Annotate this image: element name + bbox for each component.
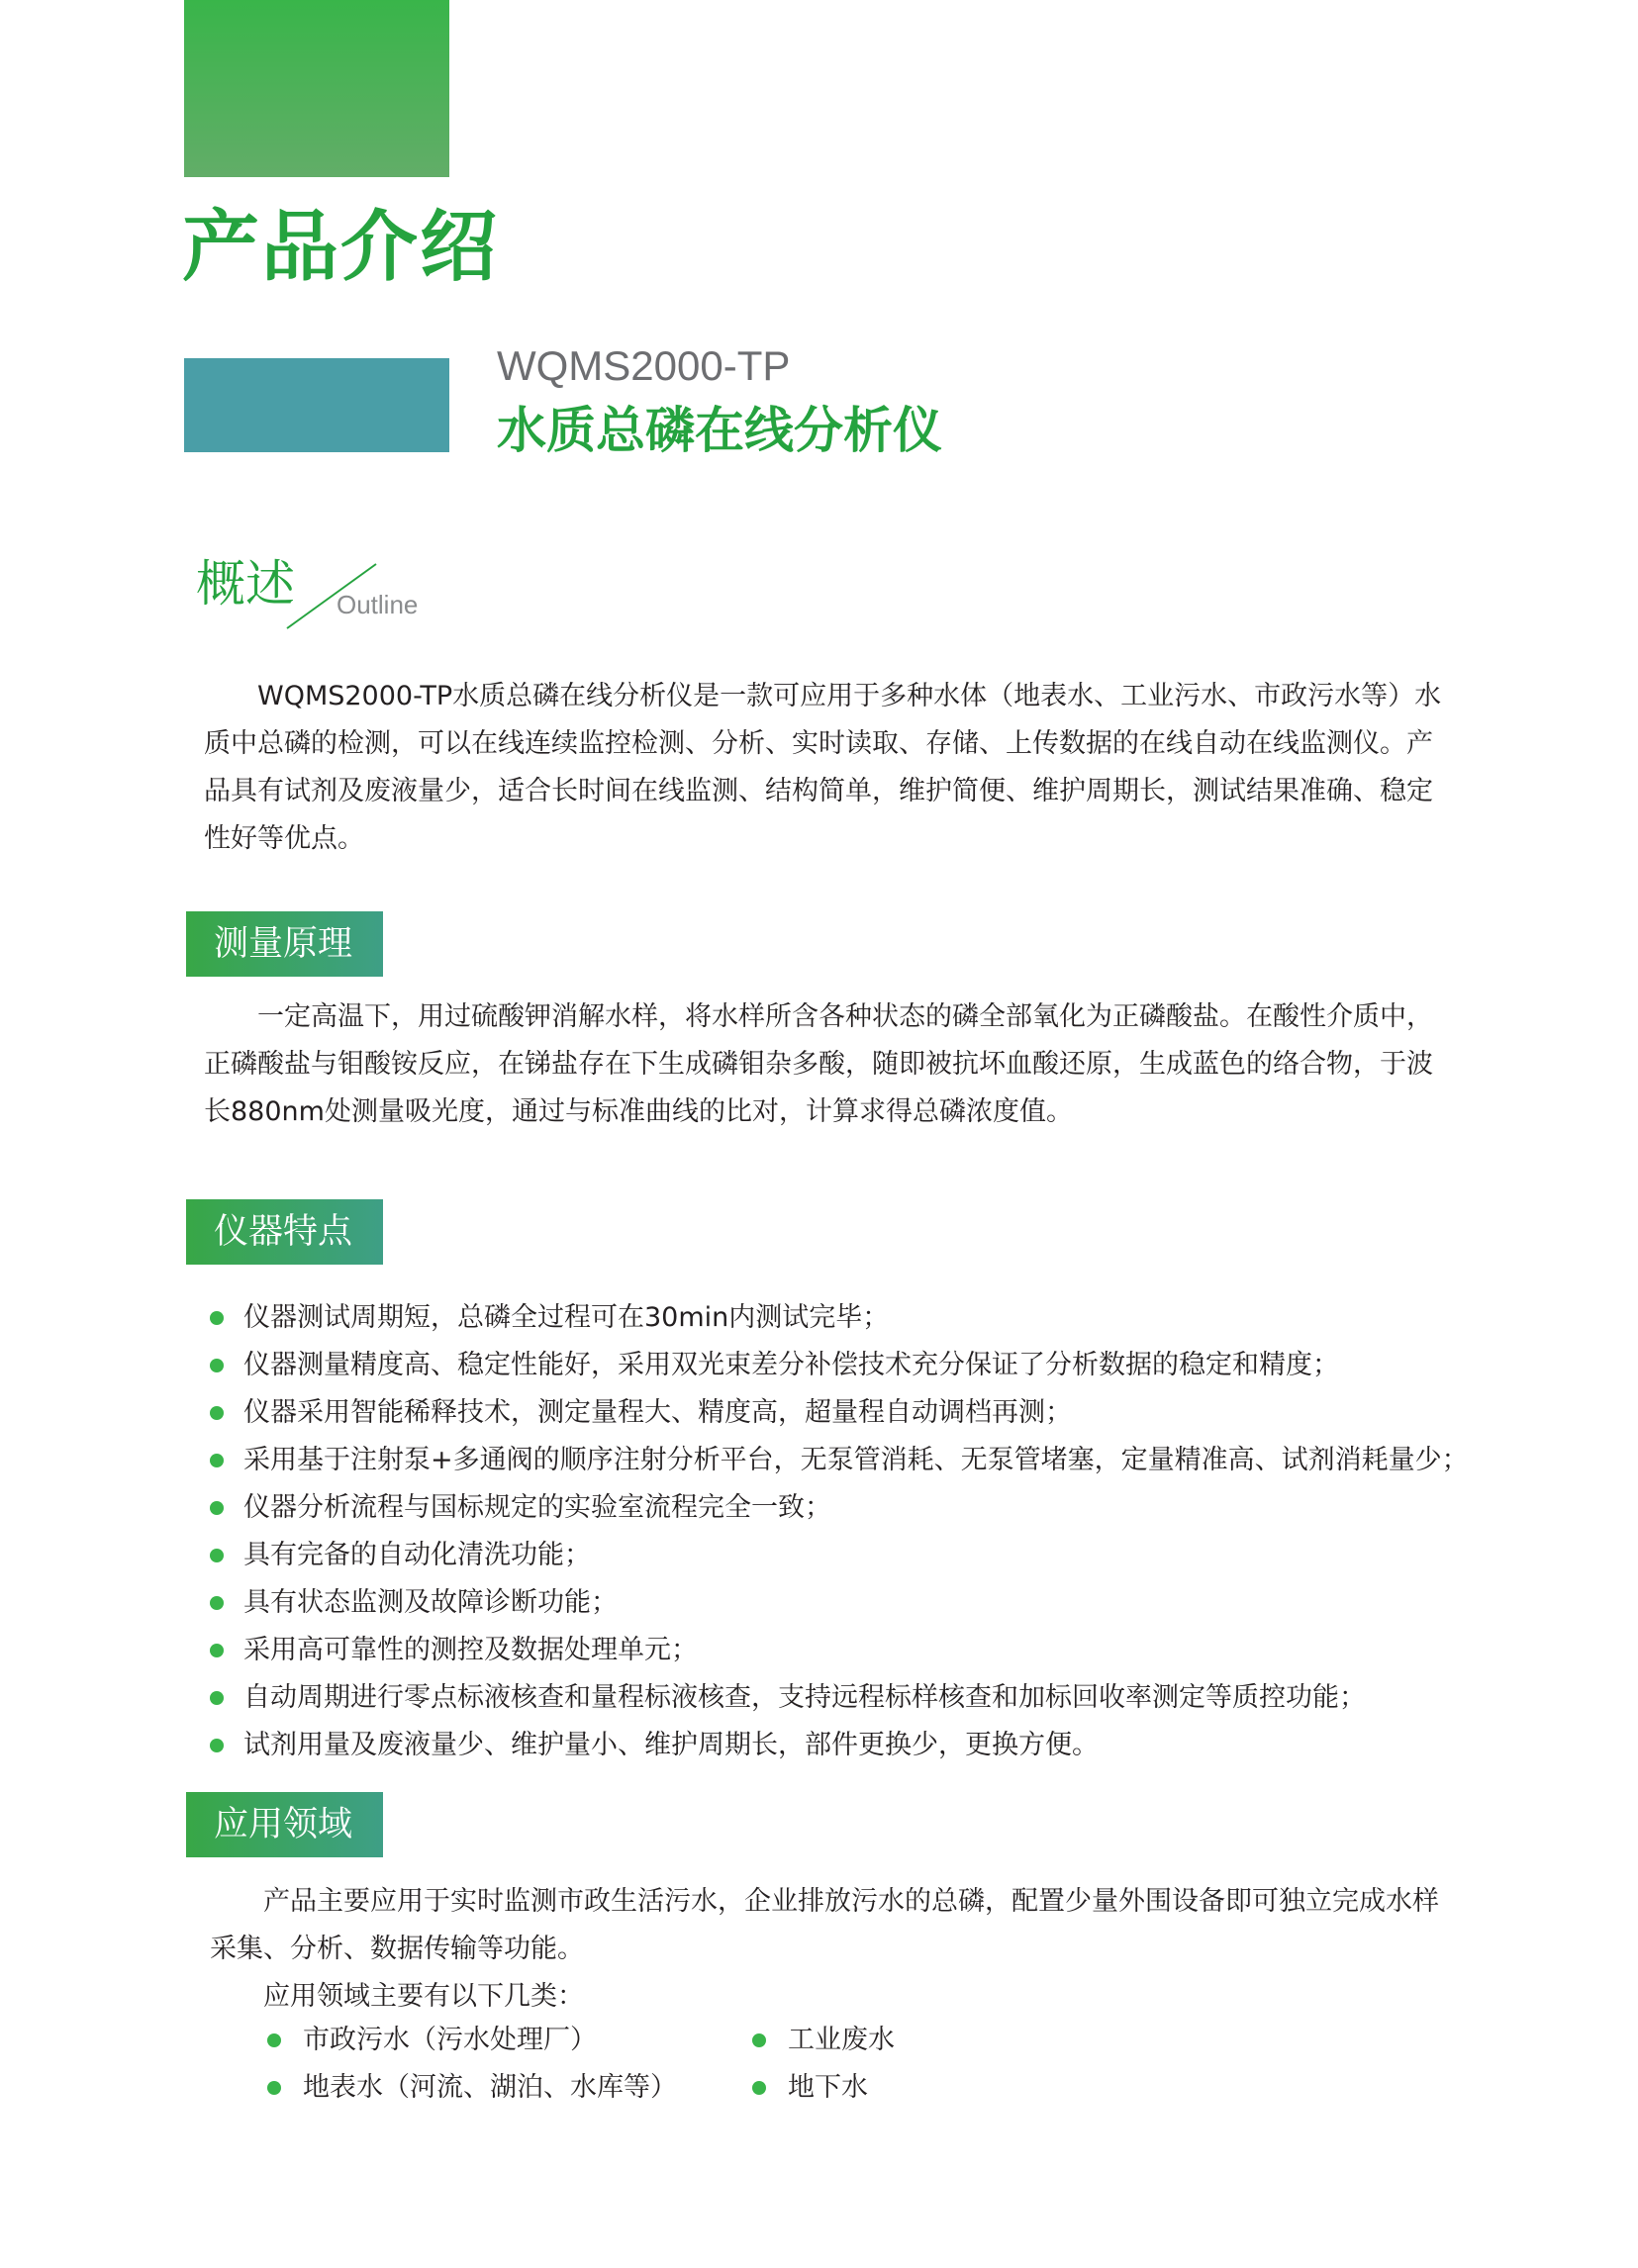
- application-text: 工业废水: [788, 2025, 895, 2055]
- features-section-header: 仪器特点: [186, 1199, 383, 1265]
- application-text: 地下水: [788, 2072, 868, 2103]
- application-item: [750, 2017, 1146, 2064]
- bullet-icon: [267, 2081, 281, 2095]
- bullet-icon: [210, 1406, 224, 1420]
- application-section-header: 应用领域: [186, 1792, 383, 1857]
- header-green-block: [184, 0, 449, 177]
- feature-text: 仪器测试周期短，总磷全过程可在30min内测试完毕；: [243, 1302, 890, 1333]
- feature-text: 采用基于注射泵+多通阀的顺序注射分析平台，无泵管消耗、无泵管堵塞，定量精准高、试剂消耗量少；: [243, 1445, 1469, 1475]
- outline-subheading: Outline: [337, 590, 419, 619]
- model-number: WQMS2000-TP: [497, 342, 791, 389]
- outline-heading: 概述: [196, 555, 295, 613]
- application-item: [265, 2017, 730, 2064]
- feature-list: [208, 1294, 1475, 1769]
- bullet-icon: [752, 2033, 766, 2047]
- feature-text: 仪器采用智能稀释技术，测定量程大、精度高，超量程自动调档再测；: [243, 1397, 1072, 1428]
- page-title: 产品介绍: [182, 203, 500, 292]
- feature-text: 自动周期进行零点标液核查和量程标液核查，支持远程标样核查和加标回收率测定等质控功能；: [243, 1682, 1366, 1713]
- application-item: [750, 2064, 1146, 2112]
- feature-text: 具有状态监测及故障诊断功能；: [243, 1587, 618, 1618]
- application-list-left: [265, 2017, 730, 2112]
- bullet-icon: [210, 1644, 224, 1657]
- application-list-right: [750, 2017, 1146, 2112]
- bullet-icon: [210, 1739, 224, 1752]
- bullet-icon: [210, 1454, 224, 1467]
- feature-item: [208, 1342, 1475, 1389]
- feature-text: 采用高可靠性的测控及数据处理单元；: [243, 1635, 698, 1665]
- feature-item: [208, 1484, 1475, 1532]
- overview-paragraph: WQMS2000-TP水质总磷在线分析仪是一款可应用于多种水体（地表水、工业污水、市政污水等）水质中总磷的检测，可以在线连续监控检测、分析、实时读取、存储、上传数据的在线自动在线监测仪。产品具有试剂及废液量少，适合长时间在线监测、结构简单，维护简便、维护周期长，测试结果准确、稳定性好等优点。: [204, 681, 1442, 854]
- bullet-icon: [210, 1549, 224, 1562]
- feature-item: [208, 1674, 1475, 1722]
- application-text: 地表水（河流、湖泊、水库等）: [303, 2072, 677, 2103]
- bullet-icon: [752, 2081, 766, 2095]
- bullet-icon: [210, 1359, 224, 1372]
- application-intro: 应用领域主要有以下几类：: [263, 1981, 584, 2012]
- feature-text: 试剂用量及废液量少、维护量小、维护周期长，部件更换少，更换方便。: [243, 1730, 1099, 1760]
- feature-item: [208, 1389, 1475, 1437]
- feature-text: 仪器测量精度高、稳定性能好，采用双光束差分补偿技术充分保证了分析数据的稳定和精度；: [243, 1350, 1339, 1380]
- bullet-icon: [210, 1691, 224, 1705]
- feature-text: 仪器分析流程与国标规定的实验室流程完全一致；: [243, 1492, 831, 1523]
- application-text: 市政污水（污水处理厂）: [303, 2025, 597, 2055]
- header-teal-block: [184, 358, 449, 452]
- application-item: [265, 2064, 730, 2112]
- principle-paragraph: 一定高温下，用过硫酸钾消解水样，将水样所含各种状态的磷全部氧化为正磷酸盐。在酸性介质中，正磷酸盐与钼酸铵反应，在锑盐存在下生成磷钼杂多酸，随即被抗坏血酸还原，生成蓝色的络合物，于波长880nm处测量吸光度，通过与标准曲线的比对，计算求得总磷浓度值。: [204, 1001, 1433, 1127]
- feature-item: [208, 1294, 1475, 1342]
- bullet-icon: [210, 1596, 224, 1610]
- feature-item: [208, 1437, 1475, 1484]
- product-name: 水质总磷在线分析仪: [497, 402, 942, 459]
- feature-item: [208, 1532, 1475, 1579]
- bullet-icon: [267, 2033, 281, 2047]
- feature-item: [208, 1722, 1475, 1769]
- feature-item: [208, 1627, 1475, 1674]
- feature-item: [208, 1579, 1475, 1627]
- application-paragraph: 产品主要应用于实时监测市政生活污水，企业排放污水的总磷，配置少量外围设备即可独立完成水样采集、分析、数据传输等功能。: [210, 1886, 1439, 1964]
- bullet-icon: [210, 1311, 224, 1325]
- bullet-icon: [210, 1501, 224, 1515]
- principle-section-header: 测量原理: [186, 911, 383, 977]
- feature-text: 具有完备的自动化清洗功能；: [243, 1540, 591, 1570]
